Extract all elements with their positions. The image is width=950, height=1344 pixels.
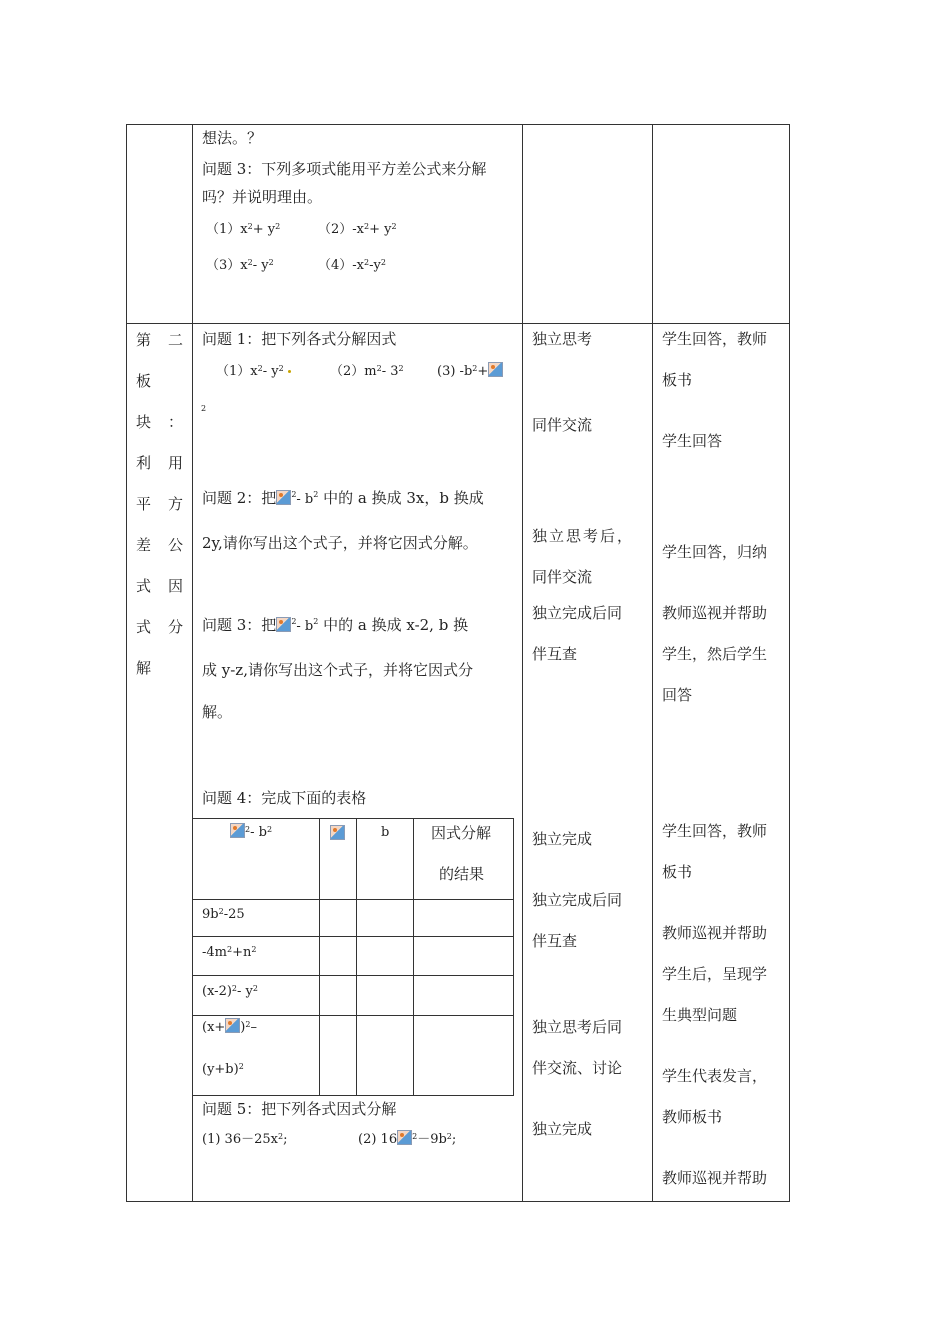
teacher-activity: 学生，然后学生: [662, 645, 768, 663]
q3-option-3: $(3)x^2-$ $y^2$: [206, 258, 274, 273]
q3-option-4: $(4)-x^2-y^2$: [318, 258, 386, 273]
side-label-char: 式: [136, 618, 152, 636]
inner-row-1: $9b^2-25$: [202, 907, 245, 922]
side-label-char: 块: [136, 413, 152, 431]
side-label-char: 公: [168, 536, 184, 554]
problem-1-item-3: (3) $-b^2+$: [437, 362, 503, 382]
problem-5-item-1: (1) $36-25x^2$;: [202, 1132, 288, 1147]
problem-2-line-1: 问题 2：把 $^2$- $b^2$ 中的 a 换成 3x，b 换成: [202, 489, 484, 507]
question-3-line-1: 问题 3：下列多项式能用平方差公式来分解: [202, 160, 487, 178]
missing-image-icon: [230, 823, 245, 838]
q3-option-1: $(1)x^2+ y^2$: [206, 222, 281, 237]
problem-5-item-2: (2) 16 $^2-9b^2$;: [358, 1132, 457, 1147]
teacher-activity: 学生回答，归纳: [662, 543, 768, 561]
teacher-activity: 学生代表发言，: [662, 1067, 768, 1085]
inner-table-line: [513, 818, 514, 1096]
teacher-activity: 学生后，呈现学: [662, 965, 768, 983]
table-border-right: [789, 124, 790, 1202]
table-border-top: [126, 124, 790, 125]
wrapped-superscript: 2: [201, 404, 207, 413]
teacher-activity: 学生回答，教师: [662, 330, 768, 348]
teacher-activity: 学生回答，教师: [662, 822, 768, 840]
student-activity: 同伴交流: [532, 568, 593, 586]
side-label-char: 式: [136, 577, 152, 595]
student-activity: 独立完成: [532, 1120, 593, 1138]
table-col-divider-2: [522, 124, 523, 1202]
inner-table-line: [413, 818, 414, 1096]
missing-image-icon: [276, 490, 291, 505]
problem-4-title: 问题 4：完成下面的表格: [202, 789, 367, 807]
side-label-char: 解: [136, 659, 152, 677]
problem-5-title: 问题 5：把下列各式因式分解: [202, 1100, 397, 1118]
side-label-char: ：: [168, 413, 184, 431]
inner-table-line: [193, 975, 514, 976]
problem-1-item-1: $(1)x^2-$ $y^2$: [216, 362, 291, 382]
side-label-char: 板: [136, 372, 152, 390]
student-activity: 独立思考后，: [532, 527, 635, 545]
teacher-activity: 教师巡视并帮助: [662, 1169, 768, 1187]
student-activity: 伴互查: [532, 932, 578, 950]
top-text-line: 想法。？: [202, 129, 263, 147]
problem-3-line-3: 解。: [202, 703, 233, 721]
side-label-char: 平: [136, 495, 152, 513]
teacher-activity: 教师巡视并帮助: [662, 924, 768, 942]
student-activity: 同伴交流: [532, 416, 593, 434]
side-label-char: 分: [168, 618, 184, 636]
side-label-char: 因: [168, 577, 184, 595]
inner-table-line: [193, 1015, 514, 1016]
inner-row-2: $-4m^2+n^2$: [202, 945, 257, 960]
student-activity: 独立完成后同: [532, 604, 623, 622]
teacher-activity: 生典型问题: [662, 1006, 738, 1024]
problem-1-title: 问题 1：把下列各式分解因式: [202, 330, 397, 348]
inner-table-line: [193, 818, 514, 819]
inner-table-line: [193, 899, 514, 900]
missing-image-icon: [276, 617, 291, 632]
missing-image-icon: [225, 1018, 240, 1033]
missing-image-icon: [397, 1130, 412, 1145]
inner-table-line: [319, 818, 320, 1096]
inner-header-b: b: [381, 825, 390, 840]
teacher-activity: 教师巡视并帮助: [662, 604, 768, 622]
table-row-divider: [126, 323, 790, 324]
teacher-activity: 板书: [662, 863, 693, 881]
inner-header-result-line-2: 的结果: [439, 865, 485, 883]
side-label-char: 二: [168, 331, 184, 349]
side-label-char: 用: [168, 454, 184, 472]
side-label-char: 差: [136, 536, 152, 554]
student-activity: 独立完成后同: [532, 891, 623, 909]
inner-row-3: $(x-2)^2-$ $y^2$: [202, 984, 258, 999]
missing-image-icon: [488, 362, 503, 377]
student-activity: 独立思考: [532, 330, 593, 348]
mark-dot: [288, 370, 291, 373]
side-label-char: 方: [168, 495, 184, 513]
teacher-activity: 板书: [662, 371, 693, 389]
inner-header-result-line-1: 因式分解: [431, 824, 492, 842]
teacher-activity: 教师板书: [662, 1108, 723, 1126]
inner-table-line: [356, 818, 357, 1096]
inner-header-expression: $^2$- $b^2$: [230, 823, 272, 843]
problem-1-item-2: $(2)m^2-$ $3^2$: [330, 364, 404, 379]
missing-image-icon: [330, 825, 345, 840]
inner-row-4-line-2: $(y+b)^2$: [202, 1062, 244, 1077]
problem-3-line-1: 问题 3：把 $^2$- $b^2$ 中的 a 换成 x-2, b 换: [202, 616, 469, 634]
problem-2-line-2: 2y,请你写出这个式子，并将它因式分解。: [202, 534, 478, 552]
inner-row-4-line-1: $(x+ )^2-$: [202, 1020, 257, 1035]
inner-header-a: [330, 823, 345, 843]
side-label-char: 利: [136, 454, 152, 472]
table-col-divider-3: [652, 124, 653, 1202]
problem-3-line-2: 成 y-z,请你写出这个式子，并将它因式分: [202, 661, 473, 679]
q3-option-2: $(2)-x^2+ y^2$: [318, 222, 397, 237]
student-activity: 伴交流、讨论: [532, 1059, 623, 1077]
student-activity: 独立完成: [532, 830, 593, 848]
side-label-char: 第: [136, 331, 152, 349]
table-border-left: [126, 124, 127, 1202]
student-activity: 伴互查: [532, 645, 578, 663]
table-border-bottom: [126, 1201, 790, 1202]
teacher-activity: 回答: [662, 686, 693, 704]
inner-table-line: [193, 936, 514, 937]
inner-table-line: [193, 1095, 514, 1096]
question-3-line-2: 吗？并说明理由。: [202, 188, 323, 206]
student-activity: 独立思考后同: [532, 1018, 623, 1036]
table-col-divider-1: [192, 124, 193, 1202]
teacher-activity: 学生回答: [662, 432, 723, 450]
